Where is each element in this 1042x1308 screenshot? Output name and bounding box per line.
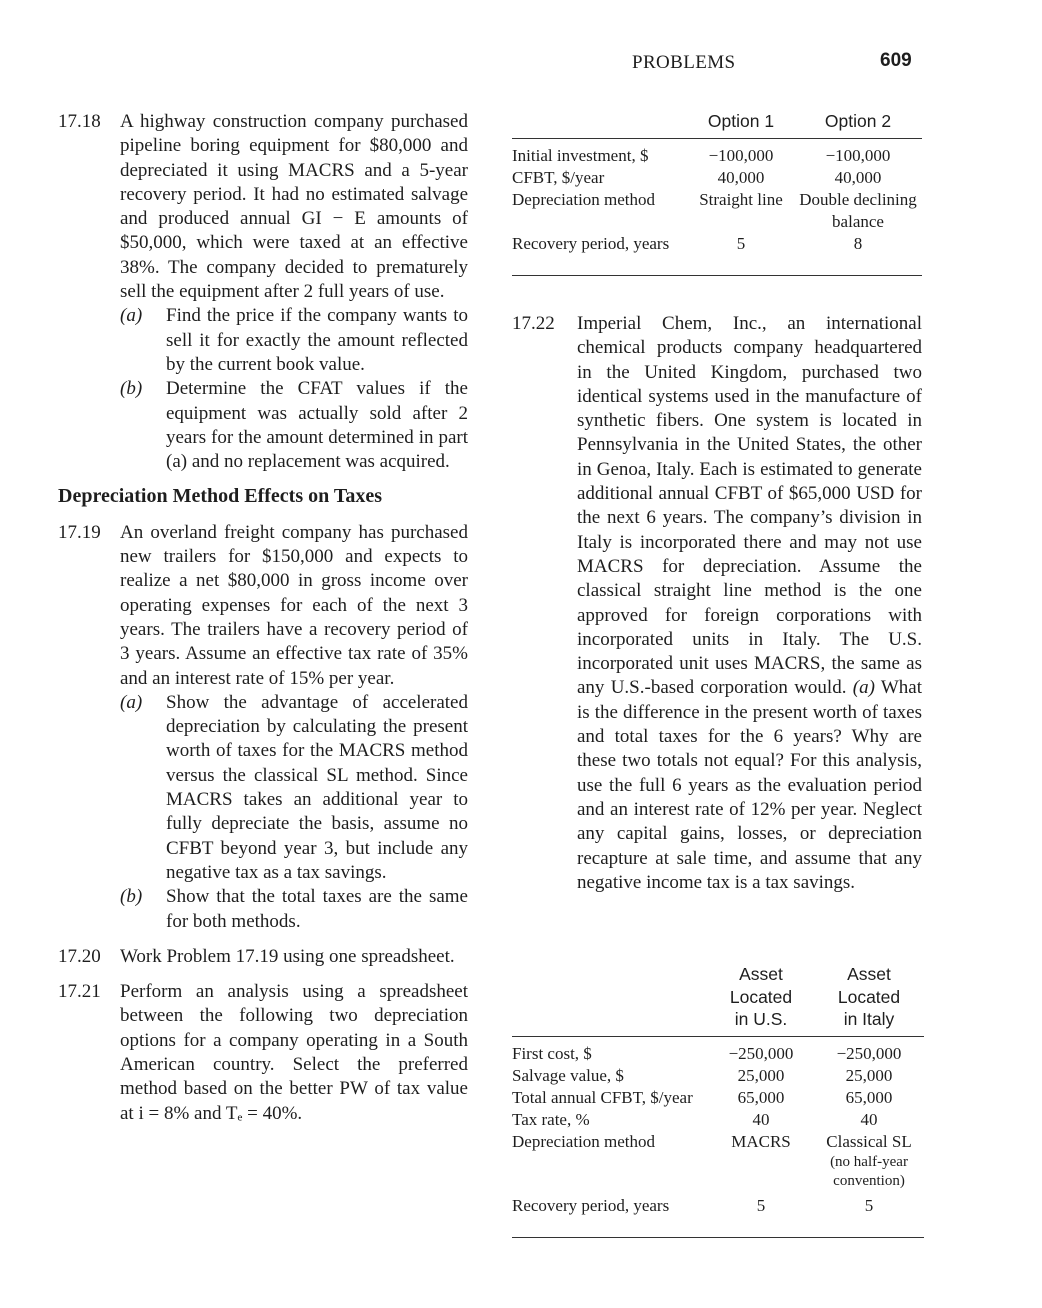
row-label: First cost, $ (512, 1043, 592, 1063)
header-line: in Italy (843, 1009, 895, 1029)
header-asset-italy (814, 963, 924, 1036)
cell-italy (814, 1131, 924, 1191)
table-row (512, 167, 922, 189)
row-label: Depreciation method (512, 189, 656, 209)
table-header-row (512, 963, 924, 1036)
table-row (512, 1087, 924, 1109)
asset-location-table (512, 963, 924, 1238)
part-label: (b) (120, 378, 143, 400)
cell-line: Classical SL (826, 1131, 912, 1151)
cell-italy: 65,000 (845, 1087, 893, 1107)
header-cell (512, 110, 688, 138)
row-label: Depreciation method (512, 1131, 656, 1151)
problem-text: Work Problem 17.19 using one spreadsheet. (120, 945, 455, 967)
cell-us: MACRS (731, 1131, 791, 1151)
problem-17-19 (58, 521, 468, 934)
part-text: Find the price if the company wants to sell it for exactly the amount reflected by the current book value. (166, 305, 468, 375)
table-row (512, 1191, 924, 1238)
right-column (512, 312, 922, 895)
part-label: (a) (120, 305, 143, 327)
problem-number: 17.18 (58, 111, 101, 132)
problem-part-b (120, 377, 468, 474)
section-heading: Depreciation Method Effects on Taxes (58, 485, 383, 508)
header-line: Asset (739, 964, 783, 984)
cell-option-2: −100,000 (825, 145, 891, 165)
page-number: 609 (880, 50, 912, 71)
cell-option-2 (794, 189, 922, 233)
cell-italy: 25,000 (845, 1065, 893, 1085)
table-row (512, 189, 922, 233)
part-text: Show that the total taxes are the same for both methods. (166, 886, 468, 932)
cell-option-2: 8 (794, 233, 922, 276)
problem-text: Perform an analysis using a spreadsheet between the following two depreciation options for a company operating in a South American country. Select the preferred method based on the better PW of tax value at i = 8% and Tₑ = 40%. (120, 981, 468, 1124)
problem-part-a (120, 304, 468, 377)
cell-option-1: Straight line (699, 189, 783, 209)
header-option-1: Option 1 (688, 110, 794, 138)
header-line: Asset (847, 964, 891, 984)
cell-option-1: −100,000 (708, 145, 774, 165)
cell-italy: 5 (814, 1191, 924, 1238)
table-row (512, 138, 922, 167)
problem-text: A highway construction company purchased pipeline boring equipment for $80,000 and depreciated it using MACRS and a 5-year recovery period. It had no estimated salvage and produced annual GI − E amounts of $50,000, which were taxed at an effective 38%. The company decided to prematurely sell the equipment after 2 full years of use. (120, 111, 468, 303)
cell-us: 25,000 (737, 1065, 785, 1085)
problem-number: 17.20 (58, 945, 101, 967)
table-row (512, 1109, 924, 1131)
problem-17-21 (58, 980, 468, 1126)
header-line: in U.S. (734, 1009, 788, 1029)
row-label: Salvage value, $ (512, 1065, 624, 1085)
cell-italy: −250,000 (836, 1043, 902, 1063)
problem-part-a (120, 691, 468, 885)
row-label: Initial investment, $ (512, 145, 649, 165)
row-label: Total annual CFBT, $/year (512, 1087, 693, 1107)
header-line: Located (729, 986, 793, 1007)
part-label: (a) (120, 691, 143, 713)
table-row (512, 233, 922, 276)
row-label: Recovery period, years (512, 233, 688, 276)
problem-text: Imperial Chem, Inc., an international chemical products company headquartered in the United Kingdom, purchased two identical systems used in the manufacture of synthetic fibers. One system is located in Pennsylvania in the United States, the other in Genoa, Italy. Each is estimated to generate additional annual CFBT of $65,000 USD for the next 6 years. The company’s division in Italy is incorporated there and may not use MACRS for depreciation. Assume the classical straight line method is the one approved for foreign corporations with incorporated units in Italy. The U.S. incorporated unit uses MACRS, the same as any U.S.-based corporation would. (577, 313, 922, 699)
problem-text: An overland freight company has purchased new trailers for $150,000 and expects to realize a net $80,000 in gross income over operating expenses for each of the next 3 years. The trailers have a recovery period of 3 years. Assume an effective tax rate of 35% and an interest rate of 15% per year. (120, 521, 468, 689)
cell-line: (no half-year (830, 1153, 908, 1170)
cell-us: 65,000 (737, 1087, 785, 1107)
row-label: Tax rate, % (512, 1109, 590, 1129)
problem-number: 17.19 (58, 521, 101, 543)
problem-17-22 (512, 312, 922, 895)
problem-number: 17.22 (512, 313, 555, 334)
problem-17-18 (58, 110, 468, 474)
part-label: (b) (120, 886, 143, 908)
part-label: (a) (852, 677, 875, 699)
table-header-row (512, 110, 922, 138)
cell-option-1: 5 (688, 233, 794, 276)
cell-us: −250,000 (728, 1043, 794, 1063)
cell-line: convention) (833, 1172, 905, 1189)
row-label: Recovery period, years (512, 1191, 708, 1238)
cell-line: balance (832, 211, 884, 231)
depreciation-options-table (512, 110, 922, 276)
cell-us: 40 (752, 1109, 770, 1129)
problem-17-20 (58, 945, 468, 969)
part-text: Show the advantage of accelerated depreciation by calculating the present worth of taxes for the MACRS method versus the classical SL method. Since MACRS takes an additional year to fully depreciate the basis, assume no CFBT beyond year 3, but include any negative tax as a tax savings. (166, 691, 468, 883)
cell-option-1: 40,000 (717, 167, 765, 187)
cell-option-2: 40,000 (834, 167, 882, 187)
part-text: Determine the CFAT values if the equipment was actually sold after 2 years for the amount determined in part (a) and no replacement was acquired. (166, 378, 468, 473)
table-row (512, 1036, 924, 1065)
header-option-2: Option 2 (794, 110, 922, 138)
header-line: Located (837, 986, 901, 1007)
problem-number: 17.21 (58, 981, 101, 1003)
cell-us: 5 (708, 1191, 814, 1238)
cell-italy: 40 (860, 1109, 878, 1129)
table-row (512, 1065, 924, 1087)
problem-part-b (120, 885, 468, 934)
cell-line: Double declining (799, 189, 917, 209)
left-column (58, 110, 468, 1126)
running-header-title: PROBLEMS (632, 52, 736, 73)
part-text: What is the difference in the present worth of taxes and total taxes for the 6 years? Why are these two totals not equal? For this analysis, use the full 6 years as the evaluation period and an interest rate of 12% per year. Neglect any capital gains, losses, or depreciation recapture at sale time, and assume that any negative income tax is a tax savings. (577, 677, 922, 893)
table-row (512, 1131, 924, 1191)
row-label: CFBT, $/year (512, 167, 605, 187)
header-asset-us (708, 963, 814, 1036)
